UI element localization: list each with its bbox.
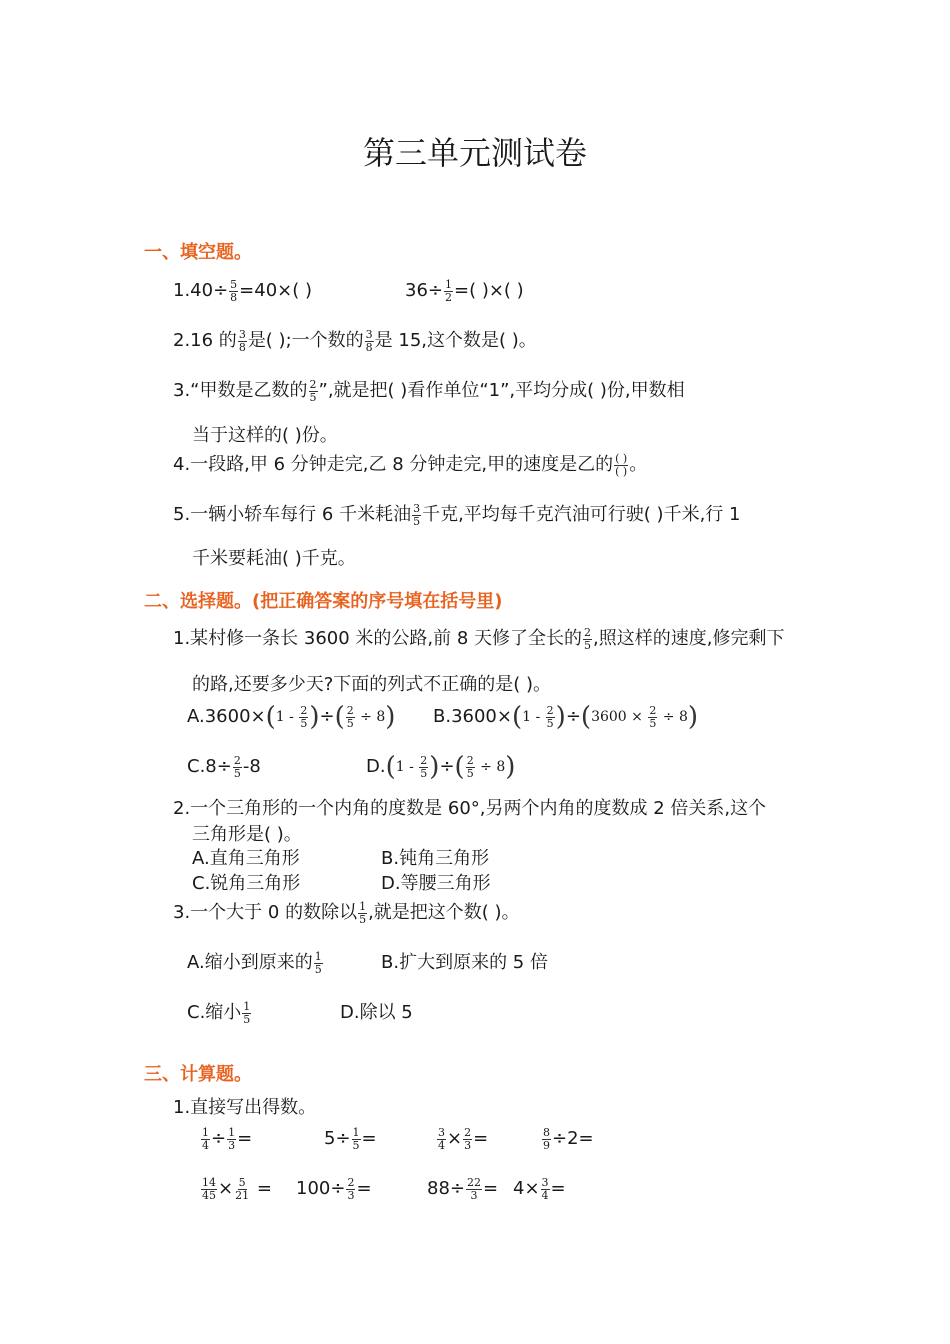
choice-q1: 1.某村修一条长 3600 米的公路,前 8 天修了全长的 $\frac{2}{5}$ ,照这样的速度,修完剩下: [173, 625, 785, 652]
fraction: $\frac{1}{5}$: [359, 899, 367, 926]
calc-r1-2: 5÷ $\frac{1}{5}$ =: [324, 1125, 377, 1152]
choice-q3: 3.一个大于 0 的数除以 $\frac{1}{5}$ ,就是把这个数( )。: [173, 899, 520, 926]
fill-q2: 2.16 的 $\frac{3}{8}$ 是( );一个数的 $\frac{3}{8}$ 是 15,这个数是( )。: [173, 327, 537, 354]
choice-q3-option-a: A.缩小到原来的 $\frac{1}{5}$: [187, 949, 322, 976]
choice-q1-option-b: B.3600×(1 - $\frac{2}{5}$ )÷(3600 × $\frac{2}{5}$ ÷ 8): [433, 702, 699, 732]
fraction: $\frac{2}{5}$: [309, 377, 317, 404]
fill-q5: 5.一辆小轿车每行 6 千米耗油 $\frac{3}{5}$ 千克,平均每千克汽油可行驶( )千米,行 1: [173, 501, 741, 528]
fill-q5-cont: 千米要耗油( )千克。: [192, 548, 356, 569]
fill-q3: 3.“甲数是乙数的 $\frac{2}{5}$ ”,就是把( )看作单位“1”,平均分成( )份,甲数相: [173, 377, 685, 404]
section-fill-heading: 一、填空题。: [144, 242, 252, 263]
calc-r2-1: $\frac{14}{45}$ × $\frac{5}{21}$ =: [202, 1175, 272, 1202]
choice-q1-cont: 的路,还要多少天?下面的列式不正确的是( )。: [192, 674, 552, 695]
calc-r2-2: 100÷ $\frac{2}{3}$ =: [296, 1175, 372, 1202]
calc-r1-1: $\frac{1}{4}$ ÷ $\frac{1}{3}$ =: [202, 1125, 253, 1152]
choice-q1-option-d: D.(1 - $\frac{2}{5}$ )÷( $\frac{2}{5}$ ÷ 8): [366, 752, 516, 782]
calc-r1-3: $\frac{3}{4}$ × $\frac{2}{3}$ =: [438, 1125, 489, 1152]
choice-q2-option-a: A.直角三角形: [192, 848, 300, 869]
fraction: $\frac{2}{5}$: [584, 625, 592, 652]
fraction: $\frac{1}{2}$: [445, 277, 452, 304]
calc-r2-4: 4× $\frac{3}{4}$ =: [513, 1175, 566, 1202]
choice-q3-option-d: D.除以 5: [340, 1002, 413, 1023]
fraction: $\frac{3}{8}$: [238, 327, 246, 354]
choice-q3-option-c: C.缩小 $\frac{1}{5}$: [187, 999, 251, 1026]
choice-q2-option-b: B.钝角三角形: [381, 848, 490, 869]
choice-q2-cont: 三角形是( )。: [192, 824, 302, 845]
choice-q3-option-b: B.扩大到原来的 5 倍: [381, 952, 548, 973]
fraction: $\frac{3}{5}$: [413, 501, 421, 528]
choice-q2-option-d: D.等腰三角形: [381, 873, 491, 894]
section-calc-heading: 三、计算题。: [144, 1064, 252, 1085]
page-title: 第三单元测试卷: [362, 134, 587, 172]
choice-q1-option-a: A.3600×(1 - $\frac{2}{5}$ )÷( $\frac{2}{5}$ ÷ 8): [187, 702, 396, 732]
fill-q1b: 36÷ $\frac{1}{2}$ =( )×( ): [405, 277, 524, 304]
fill-q1a: 1.40÷ $\frac{5}{8}$ =40×( ): [173, 277, 313, 304]
fraction: $\frac{5}{8}$: [230, 277, 238, 304]
section-choice-heading: 二、选择题。(把正确答案的序号填在括号里): [144, 591, 503, 612]
choice-q2: 2.一个三角形的一个内角的度数是 60°,另两个内角的度数成 2 倍关系,这个: [173, 798, 767, 819]
fraction: $\frac{( )}{( )}$: [615, 451, 628, 478]
calc-r1-4: $\frac{8}{9}$ ÷2=: [543, 1125, 594, 1152]
choice-q1-option-c: C.8÷ $\frac{2}{5}$ -8: [187, 753, 261, 780]
calc-r2-3: 88÷ $\frac{22}{3}$ =: [427, 1175, 499, 1202]
fraction: $\frac{3}{8}$: [365, 327, 373, 354]
fill-q4: 4.一段路,甲 6 分钟走完,乙 8 分钟走完,甲的速度是乙的 $\frac{( )}{( )}$ 。: [173, 451, 648, 478]
calc-q1: 1.直接写出得数。: [173, 1097, 317, 1118]
fill-q3-cont: 当于这样的( )份。: [192, 425, 338, 446]
choice-q2-option-c: C.锐角三角形: [192, 873, 301, 894]
